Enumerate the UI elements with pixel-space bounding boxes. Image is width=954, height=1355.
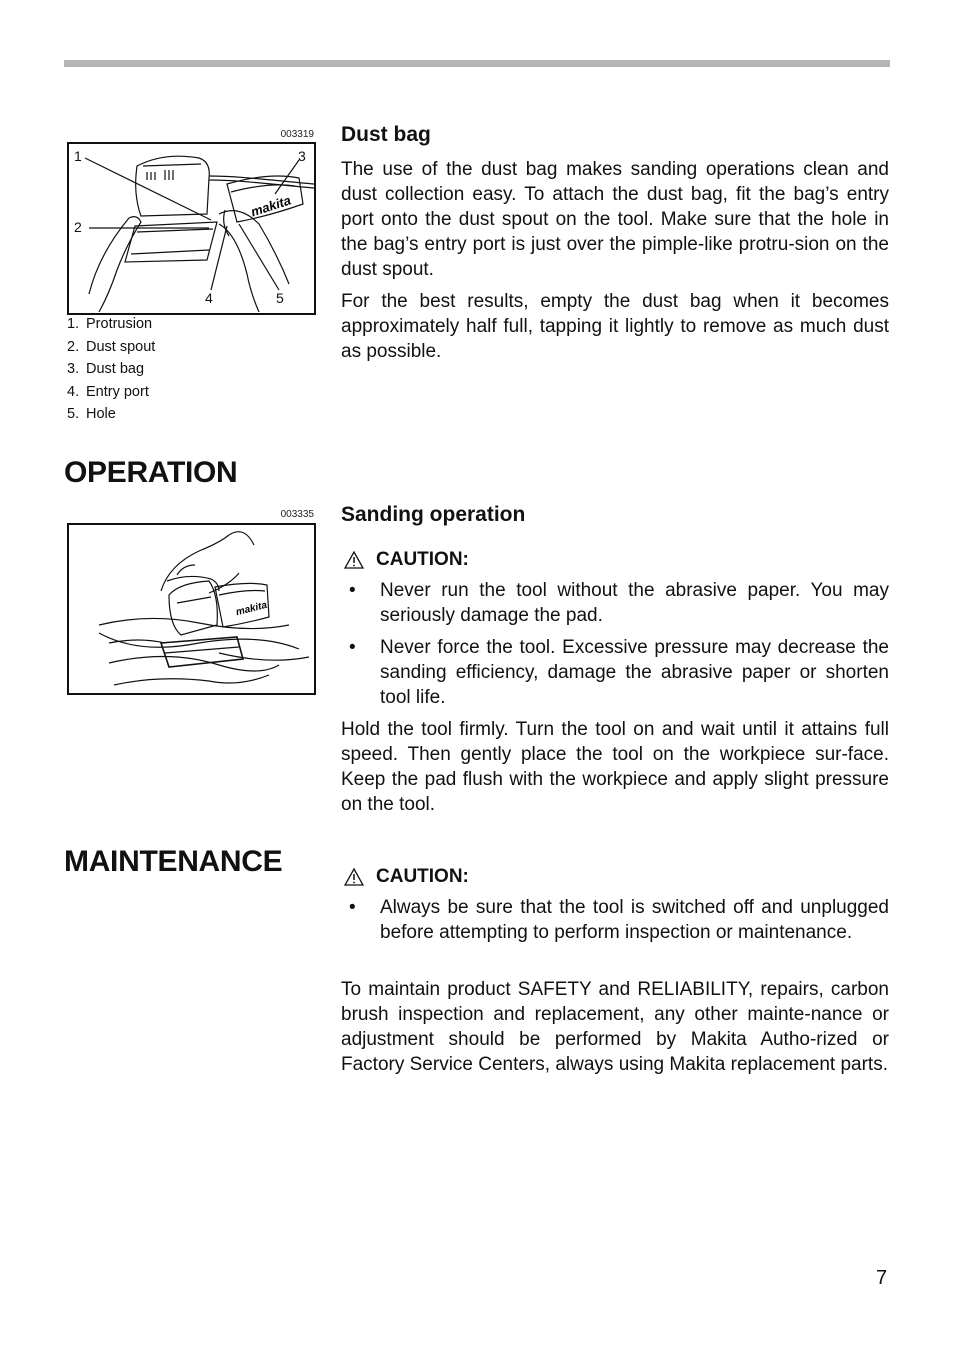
header-rule (64, 60, 890, 67)
page-number: 7 (876, 1267, 888, 1289)
list-item: • Never force the tool. Excessive pressure may decrease the sanding efficiency, damage the abrasive paper or shorten tool life. (349, 637, 889, 708)
sander-with-dust-bag-drawing (69, 144, 314, 313)
maintenance-caution-list (341, 895, 889, 952)
caution-label: CAUTION: (344, 866, 469, 888)
sander-on-workpiece-drawing (69, 525, 314, 693)
legend-item: 1. Protrusion (67, 316, 153, 332)
legend-item: 3. Dust bag (67, 361, 145, 378)
warning-triangle-icon (344, 868, 364, 886)
operation-heading: OPERATION (64, 456, 238, 489)
callout-2: 2 (74, 219, 82, 235)
operation-paragraph: Hold the tool firmly. Turn the tool on and wait until it attains full speed. Then gently place the tool on the workpiece sur-face. Keep the pad flush with the workpiece and apply slight pressure on the tool. (341, 719, 889, 815)
sanding-operation-heading: Sanding operation (341, 503, 526, 526)
legend-item: 5. Hole (67, 406, 116, 423)
warning-triangle-icon (344, 551, 364, 569)
sanding-operation-illustration (67, 523, 316, 695)
figure-code: 003319 (280, 129, 314, 140)
dust-bag-paragraph-1: The use of the dust bag makes sanding operations clean and dust collection easy. To attach the dust bag, fit the bag’s entry port onto the dust spout on the tool. Make sure that the hole in the bag’s entry port is just over the pimple-like protru-sion on the dust spout. (341, 159, 889, 280)
callout-3: 3 (298, 148, 306, 164)
callout-4: 4 (205, 290, 213, 306)
brand-label: makita (248, 192, 293, 220)
dust-bag-illustration (67, 142, 316, 315)
dust-bag-paragraph-2: For the best results, empty the dust bag when it becomes approximately half full, tapping it lightly to remove as much dust as possible. (341, 291, 889, 362)
list-item: • Always be sure that the tool is switched off and unplugged before attempting to perform inspection or maintenance. (349, 897, 889, 943)
legend-item: 2. Dust spout (67, 338, 156, 355)
figure-code: 003335 (280, 509, 314, 520)
caution-label: CAUTION: (344, 549, 469, 571)
brand-label: makita (234, 599, 269, 619)
dust-bag-heading: Dust bag (341, 123, 431, 146)
list-item: • Never run the tool without the abrasive paper. You may seriously damage the pad. (349, 580, 889, 626)
maintenance-heading: MAINTENANCE (64, 845, 283, 878)
callout-5: 5 (276, 290, 284, 306)
legend-item: 4. Entry port (67, 383, 149, 400)
callout-1: 1 (74, 148, 82, 164)
figure-legend (67, 313, 155, 426)
operation-caution-list (341, 578, 889, 717)
maintenance-paragraph: To maintain product SAFETY and RELIABILITY, repairs, carbon brush inspection and replacement, any other mainte-nance or adjustment should be performed by Makita Autho-rized or Factory Service Centers, always using Makita replacement parts. (341, 979, 889, 1075)
